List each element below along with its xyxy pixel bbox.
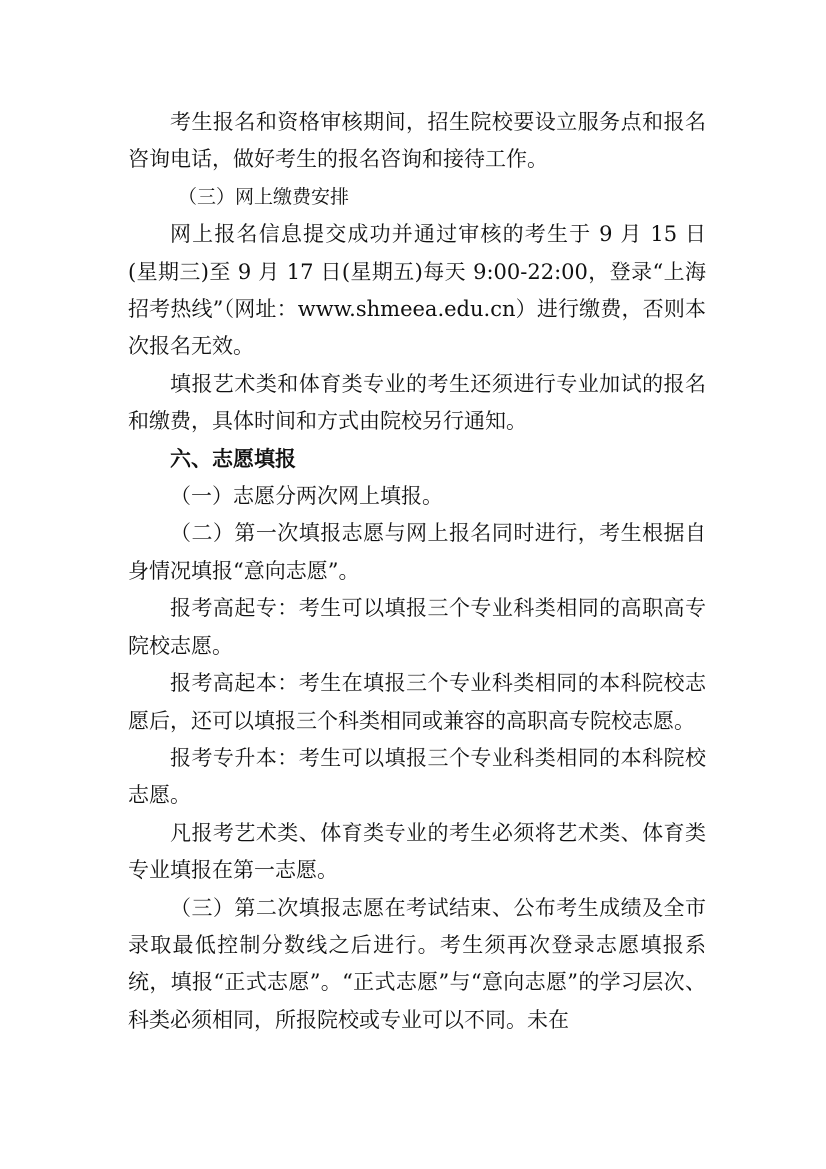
paragraph-junior-to-bachelor: 报考专升本：考生可以填报三个专业科类相同的本科院校志愿。 — [128, 745, 706, 808]
paragraph-high-to-junior: 报考高起专：考生可以填报三个专业科类相同的高职高专院校志愿。 — [128, 596, 706, 658]
paragraph-service-points: 考生报名和资格审核期间，招生院校要设立服务点和报名咨询电话，做好考生的报名咨询和接待工作。 — [128, 110, 706, 172]
paragraph-payment-schedule: 网上报名信息提交成功并通过审核的考生于 9 月 15 日(星期三)至 9 月 17 日(星期五)每天 9:00-22:00，登录“上海招考热线”（网址：www.shmeea.edu.cn）进行缴费，否则本次报名无效。 — [128, 222, 706, 359]
section-heading-preferences: 六、志愿填报 — [170, 446, 296, 471]
paragraph-arts-sports-exam: 填报艺术类和体育类专业的考生还须进行专业加试的报名和缴费，具体时间和方式由院校另行通知。 — [128, 371, 706, 434]
paragraph-second-round: （三）第二次填报志愿在考试结束、公布考生成绩及全市录取最低控制分数线之后进行。考生须再次登录志愿填报系统，填报“正式志愿”。“正式志愿”与“意向志愿”的学习层次、科类必须相同，所报院校或专业可以不同。未在 — [128, 895, 706, 1032]
paragraph-high-to-bachelor: 报考高起本：考生在填报三个专业科类相同的本科院校志愿后，还可以填报三个科类相同或兼容的高职高专院校志愿。 — [128, 671, 706, 733]
paragraph-first-round: （二）第一次填报志愿与网上报名同时进行，考生根据自身情况填报“意向志愿”。 — [128, 521, 706, 583]
paragraph-arts-first-choice: 凡报考艺术类、体育类专业的考生必须将艺术类、体育类专业填报在第一志愿。 — [128, 820, 706, 883]
subheading-online-payment: （三）网上缴费安排 — [178, 185, 350, 208]
paragraph-two-rounds: （一）志愿分两次网上填报。 — [170, 484, 443, 509]
document-page — [128, 104, 706, 1039]
